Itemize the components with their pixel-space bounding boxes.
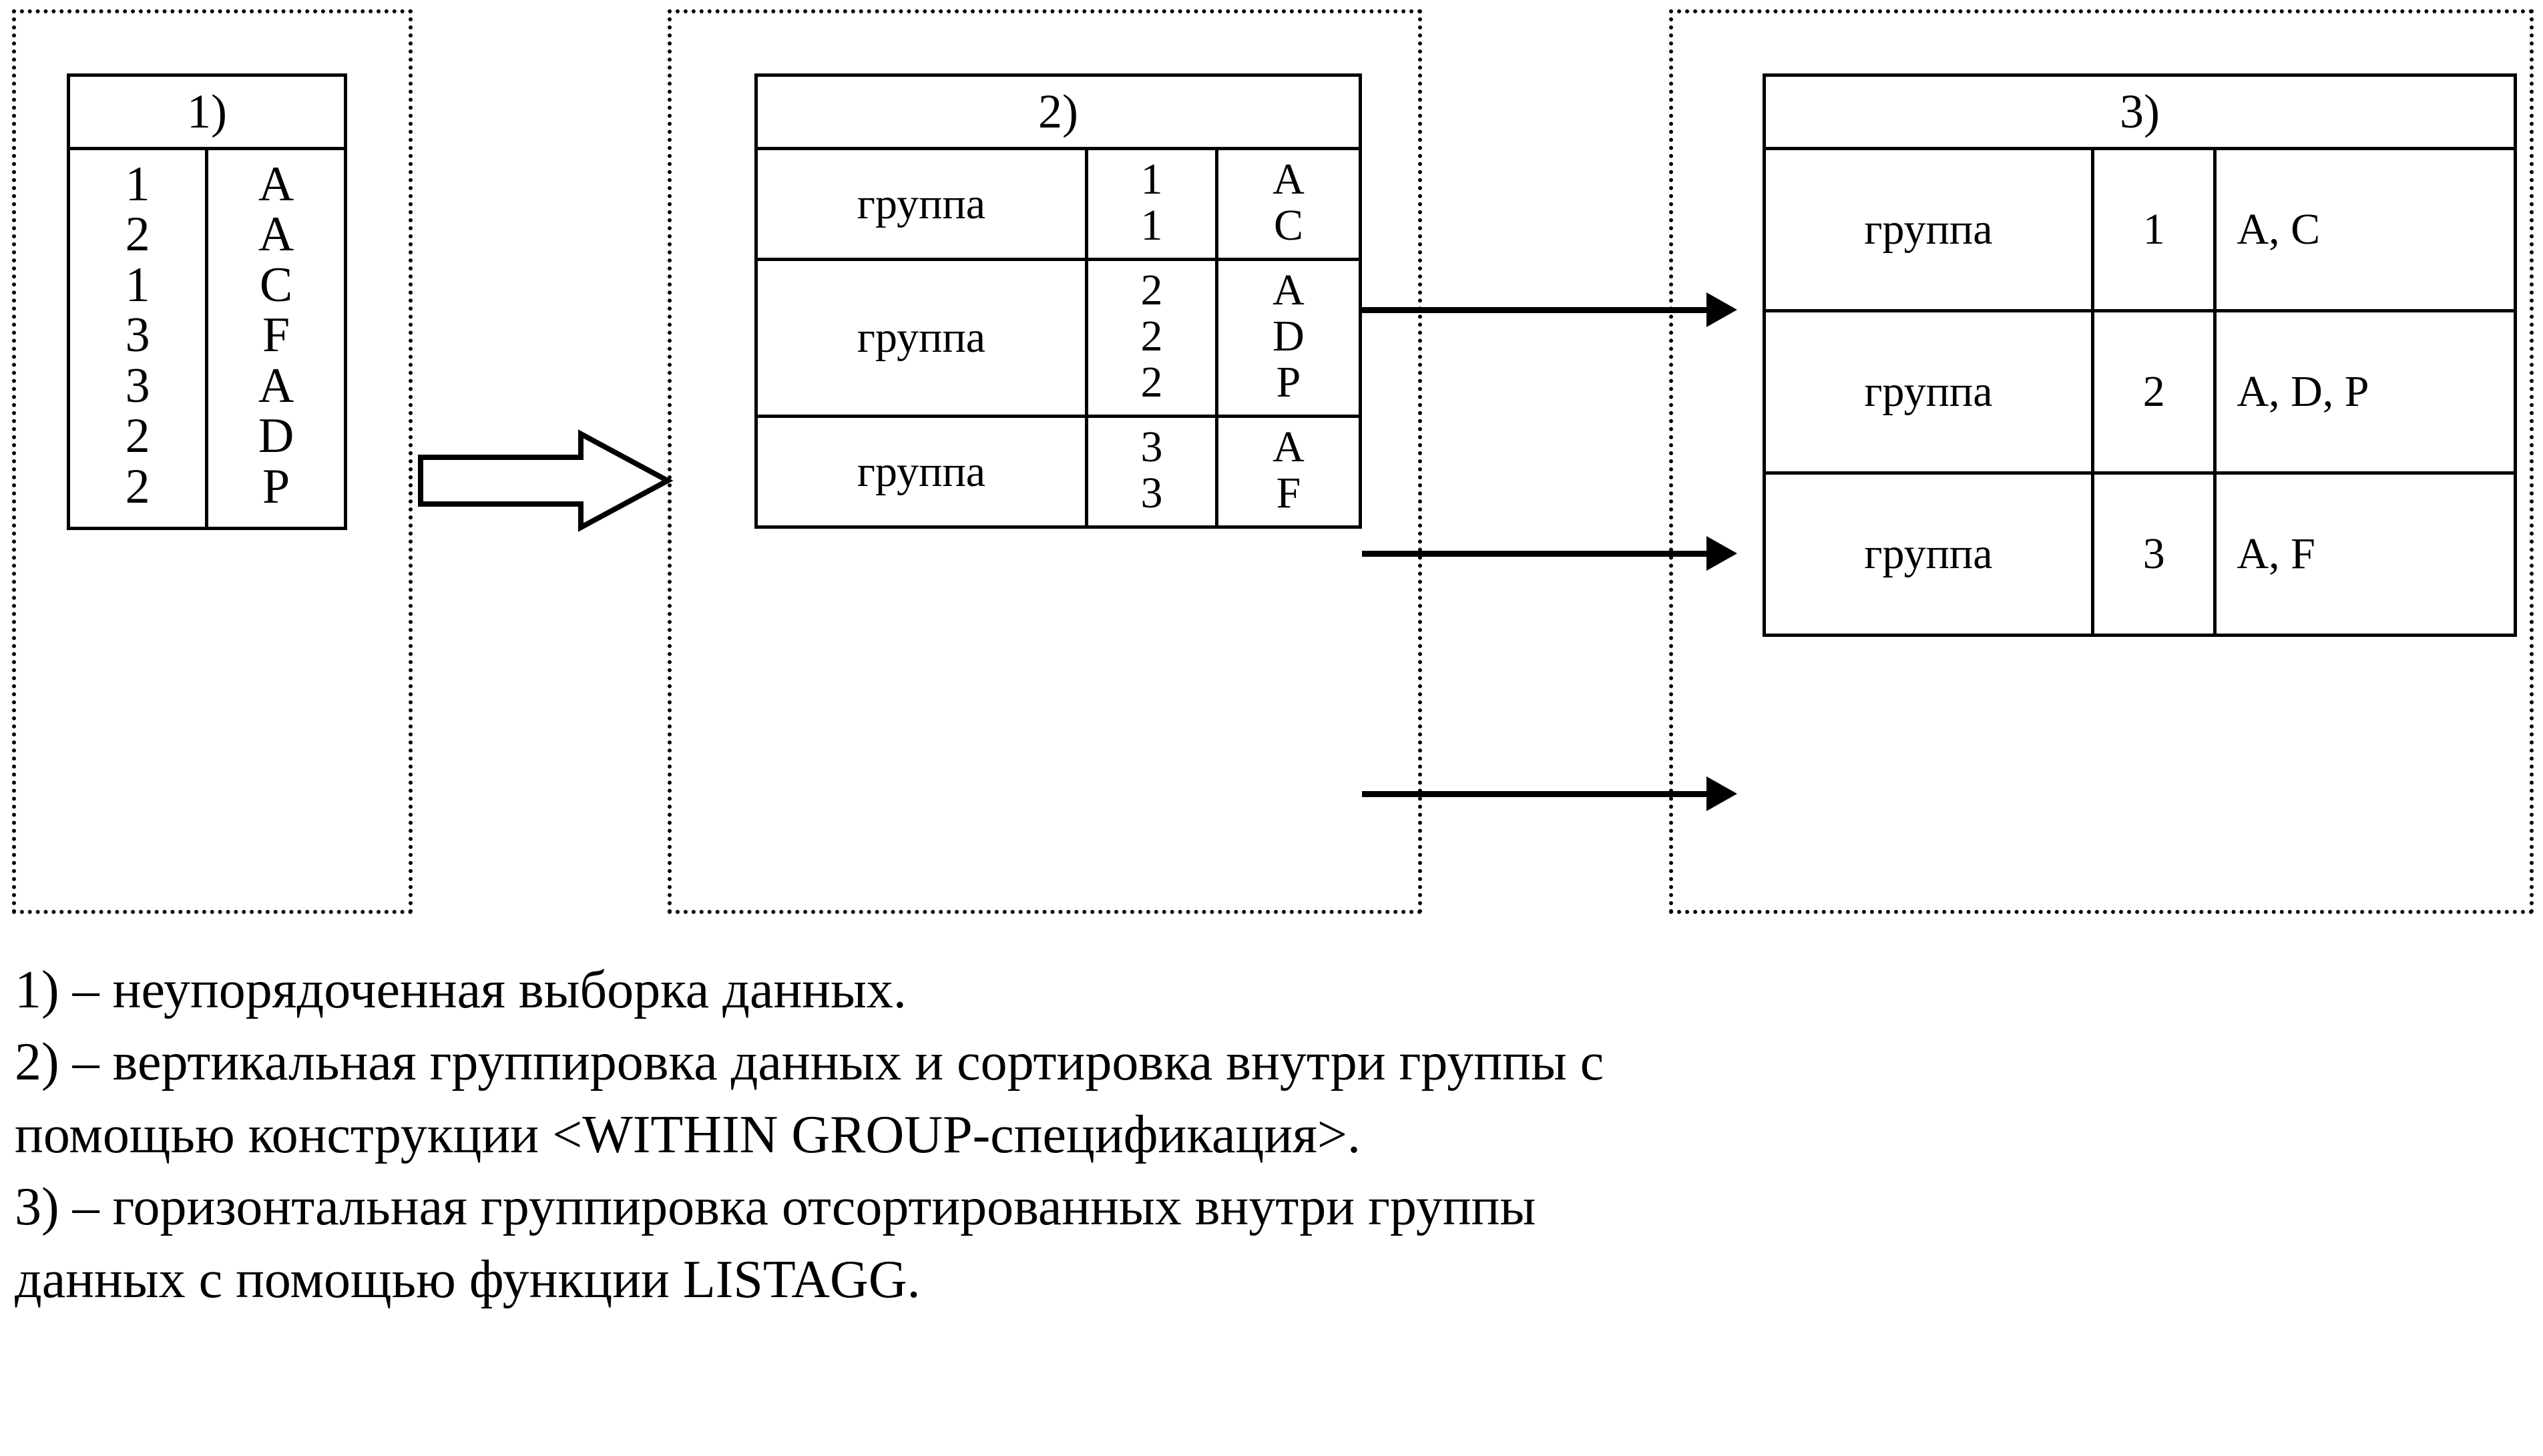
arrow-line-row2 [1362, 551, 1709, 557]
value-cell: A, F [2215, 473, 2516, 636]
key-cell: 3 [2092, 473, 2215, 636]
legend-line-5: данных с помощью функции LISTAGG. [15, 1250, 921, 1309]
table-row-caption [1765, 75, 2516, 149]
table-caption-2: 2) [756, 75, 1361, 149]
group-cell: группа [1765, 149, 2093, 311]
arrow-line-row3 [1362, 791, 1709, 797]
key-column-1: 1 2 1 3 3 2 2 [69, 149, 207, 529]
key-cell: 2 2 2 [1087, 260, 1217, 417]
legend-line-1: 1) – неупорядоченная выборка данных. [15, 961, 907, 1019]
arrow-line-row1 [1362, 307, 1709, 313]
group-cell: группа [1765, 473, 2093, 636]
table-row [1765, 149, 2516, 311]
value-cell: A, C [2215, 149, 2516, 311]
group-cell: группа [756, 417, 1087, 527]
value-cell: A F [1217, 417, 1361, 527]
legend-line-3: помощью конструкции <WITHIN GROUP-спецификация>. [15, 1105, 1361, 1164]
table-caption-1: 1) [69, 75, 346, 149]
key-cell: 3 3 [1087, 417, 1217, 527]
table-row-caption [69, 75, 346, 149]
table-row [756, 260, 1361, 417]
legend-line-2: 2) – вертикальная группировка данных и сортировка внутри группы с [15, 1033, 1604, 1092]
table-row [756, 149, 1361, 260]
value-cell: A D P [1217, 260, 1361, 417]
table-unordered-selection [67, 73, 347, 530]
table-row [1765, 473, 2516, 636]
table-horizontal-grouping [1763, 73, 2517, 637]
value-cell: A C [1217, 149, 1361, 260]
group-cell: группа [756, 260, 1087, 417]
value-cell: A, D, P [2215, 311, 2516, 473]
legend-line-4: 3) – горизонтальная группировка отсортированных внутри группы [15, 1178, 1536, 1237]
block-arrow-1-to-2 [414, 427, 674, 534]
table-row [1765, 311, 2516, 473]
key-cell: 1 1 [1087, 149, 1217, 260]
key-cell: 2 [2092, 311, 2215, 473]
legend-text [15, 955, 2512, 1316]
key-cell: 1 [2092, 149, 2215, 311]
table-row [69, 149, 346, 529]
value-column-1: A A C F A D P [207, 149, 346, 529]
table-vertical-grouping [754, 73, 1362, 529]
table-row [756, 417, 1361, 527]
table-caption-3: 3) [1765, 75, 2516, 149]
group-cell: группа [1765, 311, 2093, 473]
table-row-caption [756, 75, 1361, 149]
group-cell: группа [756, 149, 1087, 260]
